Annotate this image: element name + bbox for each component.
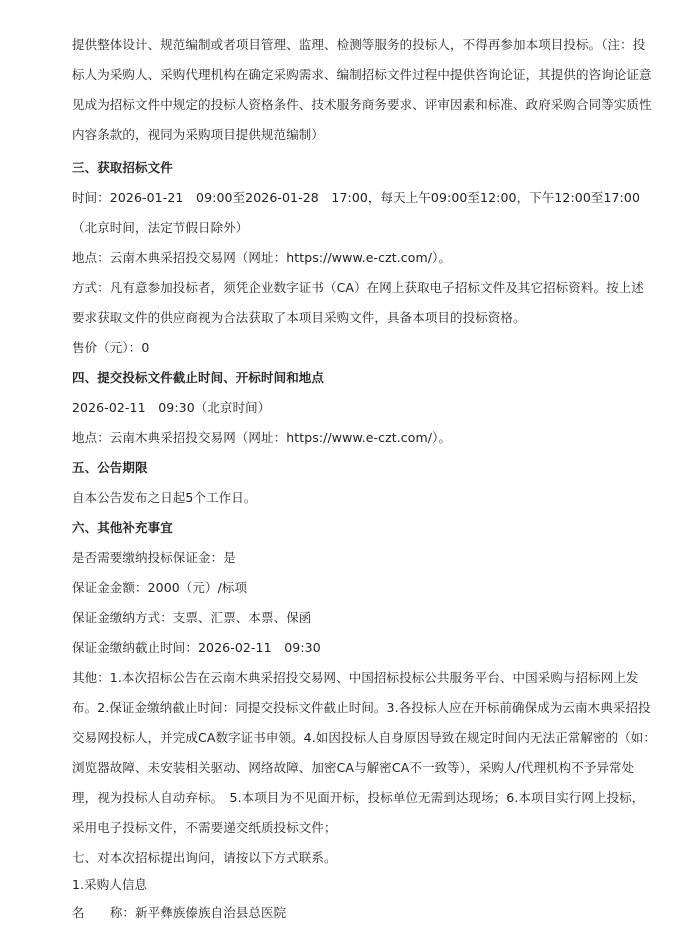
section-5-text: 自本公告发布之日起5个工作日。 [72,490,257,505]
section-4-time: 2026-02-11 09:30（北京时间） [72,400,271,415]
deposit-required: 是否需要缴纳投标保证金：是 [72,550,236,565]
section-4-heading: 四、提交投标文件截止时间、开标时间和地点 [72,370,325,385]
deposit-amount: 保证金金额：2000（元）/标项 [72,580,248,595]
section-3-place: 地点：云南木典采招投交易网（网址：https://www.e-czt.com/）。 [72,250,452,265]
section-3-time: 时间：2026-01-21 09:00至2026-01-28 17:00，每天上午09:00至12:00，下午12:00至17:00（北京时间，法定节假日除外） [72,190,641,235]
section-5-heading: 五、公告期限 [72,460,148,475]
deposit-deadline: 保证金缴纳截止时间：2026-02-11 09:30 [72,640,321,655]
deposit-method: 保证金缴纳方式：支票、汇票、本票、保函 [72,610,312,625]
intro-paragraph: 提供整体设计、规范编制或者项目管理、监理、检测等服务的投标人，不得再参加本项目投标。（注：投标人为采购人、采购代理机构在确定采购需求、编制招标文件过程中提供咨询论证，其提供的咨询论证意见成为招标文件中规定的投标人资格条件、技术服务商务要求、评审因素和标准、政府采购合同等实质性内容条款的，视同为采购项目提供规范编制） [72,37,652,142]
section-3-heading: 三、获取招标文件 [72,160,173,175]
section-4-place: 地点：云南木典采招投交易网（网址：https://www.e-czt.com/）。 [72,430,452,445]
section-6-other: 其他：1.本次招标公告在云南木典采招投交易网、中国招标投标公共服务平台、中国采购与招标网上发布。2.保证金缴纳截止时间：同提交投标文件截止时间。3.各投标人应在开标前确保成为云南木典采招投交易网投标人，并完成CA数字证书申领。4.如因投标人自身原因导致在规定时间内无法正常解密的（如：浏览器故障、未安装相关驱动、网络故障、加密CA与解密CA不一致等），采购人/代理机构不予异常处理，视为投标人自动弃标。 5.本项目为不见面开标，投标单位无需到达现场；6.本项目实行网上投标，采用电子投标文件，不需要递交纸质投标文件； [72,670,657,835]
section-3-method: 方式：凡有意参加投标者，须凭企业数字证书（CA）在网上获取电子招标文件及其它招标资料。按上述要求获取文件的供应商视为合法获取了本项目采购文件，具备本项目的投标资格。 [72,280,644,325]
section-6-heading: 六、其他补充事宜 [72,520,173,535]
section-7-heading: 七、对本次招标提出询问，请按以下方式联系。 [72,850,337,865]
section-3-price: 售价（元）：0 [72,340,150,355]
purchaser-name: 名 称：新平彝族傣族自治县总医院 [72,905,287,920]
purchaser-info-heading: 1.采购人信息 [72,877,148,892]
